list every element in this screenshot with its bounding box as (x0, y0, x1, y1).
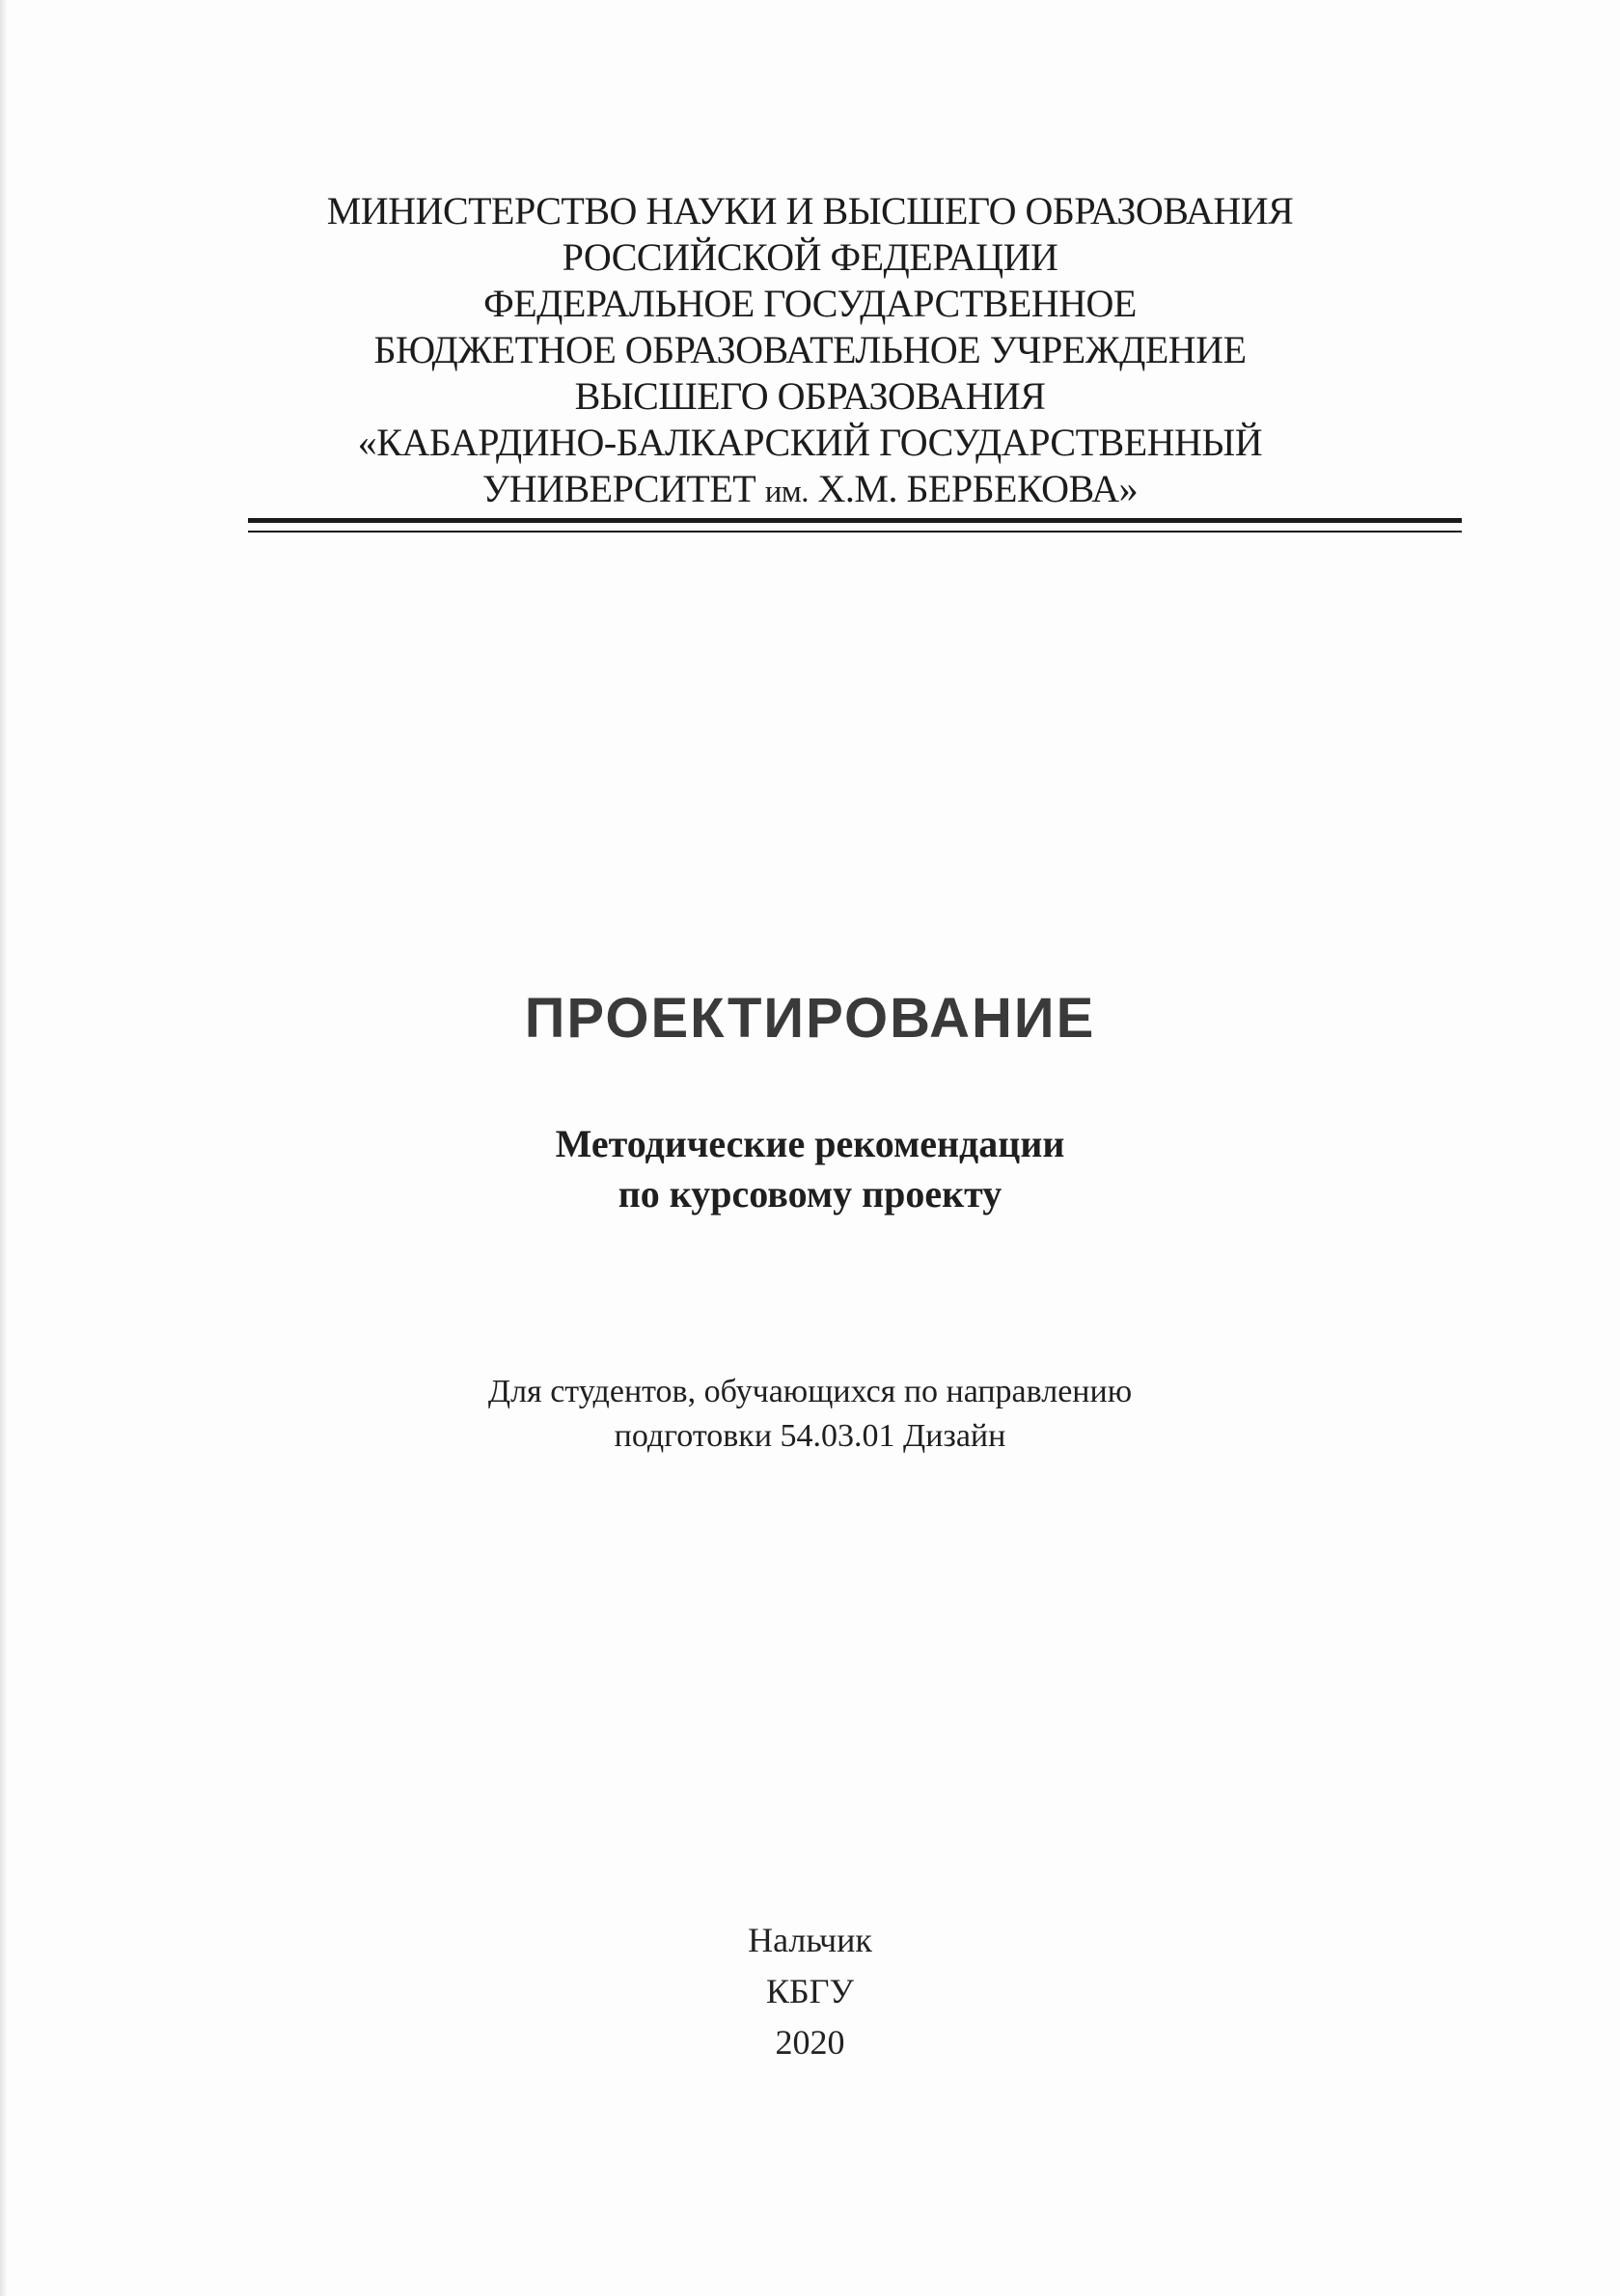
header-divider-thick (248, 518, 1462, 523)
header-line-abbrev: им. (764, 475, 809, 509)
imprint-city: Нальчик (748, 1921, 872, 1959)
header-line-university (0, 466, 1620, 515)
document-title: ПРОЕКТИРОВАНИЕ (524, 987, 1096, 1050)
publication-imprint (0, 1915, 1620, 2068)
header-line-part: Х.М. БЕРБЕКОВА» (808, 467, 1139, 510)
document-subtitle (0, 1119, 1620, 1219)
header-line: МИНИСТЕРСТВО НАУКИ И ВЫСШЕГО ОБРАЗОВАНИЯ (326, 189, 1294, 232)
subtitle-line: по курсовому проекту (618, 1172, 1002, 1216)
header-divider-thin (248, 531, 1462, 533)
target-audience (0, 1370, 1620, 1459)
header-line: ВЫСШЕГО ОБРАЗОВАНИЯ (574, 374, 1046, 418)
header-line: «КАБАРДИНО-БАЛКАРСКИЙ ГОСУДАРСТВЕННЫЙ (357, 421, 1263, 464)
imprint-year: 2020 (775, 2023, 845, 2062)
subtitle-line: Методические рекомендации (555, 1122, 1065, 1165)
header-line: РОССИЙСКОЙ ФЕДЕРАЦИИ (562, 235, 1058, 279)
institution-header (0, 188, 1620, 515)
imprint-publisher: КБГУ (766, 1972, 854, 2010)
audience-line: подготовки 54.03.01 Дизайн (614, 1418, 1006, 1454)
header-line-part: УНИВЕРСИТЕТ (481, 467, 765, 510)
audience-line: Для студентов, обучающихся по направлению (487, 1374, 1133, 1409)
header-line: ФЕДЕРАЛЬНОЕ ГОСУДАРСТВЕННОЕ (483, 282, 1137, 325)
header-line: БЮДЖЕТНОЕ ОБРАЗОВАТЕЛЬНОЕ УЧРЕЖДЕНИЕ (373, 328, 1247, 371)
